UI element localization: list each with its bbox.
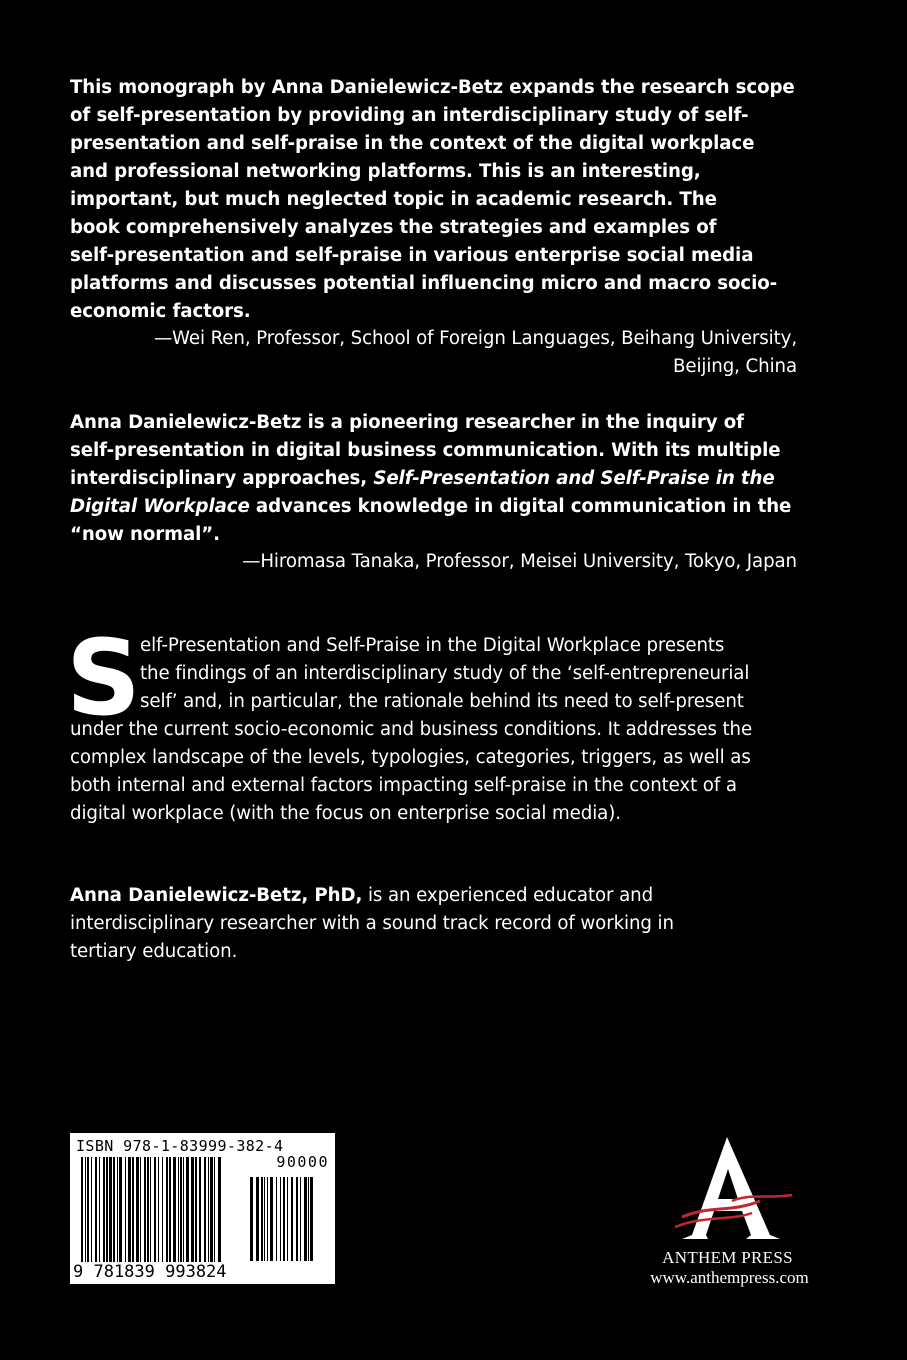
- endorsement-line: platforms and discusses potential influencing micro and macro socio-: [70, 273, 778, 294]
- barcode-bar: [283, 1177, 285, 1261]
- barcode-bar: [276, 1177, 277, 1261]
- endorsement-line: Anna Danielewicz-Betz is a pioneering researcher in the inquiry of: [70, 412, 744, 433]
- endorsement-line: economic factors.: [70, 301, 251, 322]
- description-line: under the current socio-economic and business conditions. It addresses the: [70, 719, 753, 740]
- bio-line: [70, 882, 653, 910]
- isbn-text: ISBN 978-1-83999-382-4: [76, 1137, 284, 1155]
- barcode-bar: [95, 1157, 97, 1278]
- barcode-bar: [169, 1157, 171, 1278]
- endorsement-line: of self-presentation by providing an interdisciplinary study of self-: [70, 105, 749, 126]
- endorsement-line: and professional networking platforms. This is an interesting,: [70, 161, 701, 182]
- text: interdisciplinary approaches,: [70, 468, 374, 489]
- barcode-bar: [136, 1157, 139, 1278]
- description-line: elf-Presentation and Self-Praise in the Digital Workplace presents: [140, 635, 725, 656]
- book-title: Digital Workplace: [70, 496, 250, 517]
- barcode-bar: [99, 1157, 100, 1278]
- publisher-url[interactable]: www.anthempress.com: [650, 1268, 809, 1287]
- endorsement-line: book comprehensively analyzes the strategies and examples of: [70, 217, 717, 238]
- description-line: both internal and external factors impacting self-praise in the context of a: [70, 775, 737, 796]
- ean-number: 9 781839 993824: [73, 1262, 227, 1282]
- isbn-barcode: [70, 1133, 335, 1284]
- description-line: digital workplace (with the focus on enterprise social media).: [70, 803, 621, 824]
- barcode-bar: [147, 1157, 149, 1278]
- endorsement-line: important, but much neglected topic in academic research. The: [70, 189, 717, 210]
- barcode-bar: [304, 1177, 307, 1261]
- barcode-bar: [308, 1177, 309, 1261]
- barcode-bar: [310, 1177, 313, 1261]
- barcode-bar: [119, 1157, 122, 1278]
- description-line: self’ and, in particular, the rationale behind its need to self-present: [140, 691, 744, 712]
- barcode-bar: [291, 1177, 293, 1261]
- barcode-bar: [144, 1157, 146, 1278]
- description-line: complex landscape of the levels, typologies, categories, triggers, as well as: [70, 747, 751, 768]
- publisher-logo: [620, 1135, 835, 1287]
- barcode-bar: [85, 1157, 86, 1278]
- barcode-bar: [109, 1157, 112, 1278]
- barcode-bar: [113, 1157, 115, 1278]
- barcode-bar: [256, 1177, 259, 1261]
- endorsement-attribution: —Wei Ren, Professor, School of Foreign Languages, Beihang University,: [153, 328, 797, 349]
- barcode-bar: [199, 1157, 201, 1278]
- barcode-bar: [214, 1157, 215, 1278]
- barcode-bar: [150, 1157, 151, 1278]
- barcode-bar: [250, 1177, 253, 1261]
- barcode-bar: [128, 1157, 131, 1278]
- barcode-bar: [140, 1157, 141, 1278]
- barcode-bar: [173, 1157, 176, 1278]
- endorsement-attribution: Beijing, China: [672, 356, 797, 377]
- barcode-bar: [183, 1157, 184, 1278]
- endorsement-attribution: —Hiromasa Tanaka, Professor, Meisei University, Tokyo, Japan: [242, 551, 797, 572]
- barcode-bar: [204, 1157, 206, 1278]
- barcode-bar: [154, 1157, 156, 1278]
- barcode-bar: [261, 1177, 263, 1261]
- barcode-bar: [296, 1177, 298, 1261]
- barcode-bar: [300, 1177, 301, 1261]
- author-name: Anna Danielewicz-Betz, PhD,: [70, 885, 363, 906]
- barcode-bar: [166, 1157, 168, 1278]
- barcode-bar: [267, 1177, 268, 1261]
- barcode-bar: [191, 1157, 194, 1278]
- text: is an experienced educator and: [362, 885, 654, 906]
- barcode-bar: [210, 1157, 213, 1278]
- barcode-bar: [117, 1157, 118, 1278]
- description-line: the findings of an interdisciplinary study of the ‘self-entrepreneurial: [140, 663, 750, 684]
- barcode-bar: [103, 1157, 105, 1278]
- barcode-bar: [186, 1157, 189, 1278]
- barcode-bar: [132, 1157, 134, 1278]
- anthem-a-logo-icon: [620, 1135, 835, 1247]
- barcode-bar: [264, 1177, 265, 1261]
- barcode-bar: [178, 1157, 179, 1278]
- book-title: Self-Presentation and Self-Praise in the: [373, 468, 775, 489]
- bio-line: tertiary education.: [70, 941, 238, 962]
- barcode-bar: [270, 1177, 273, 1261]
- endorsement-line: [70, 465, 775, 493]
- barcode-bar: [87, 1157, 89, 1278]
- endorsement-line: [70, 493, 791, 521]
- bio-line: interdisciplinary researcher with a sound track record of working in: [70, 913, 674, 934]
- endorsement-line: presentation and self-praise in the context of the digital workplace: [70, 133, 755, 154]
- price-addon: 90000: [276, 1153, 329, 1171]
- barcode-bar: [280, 1177, 281, 1261]
- barcode-bar: [195, 1157, 197, 1278]
- barcode-bar: [125, 1157, 126, 1278]
- endorsement-line: “now normal”.: [70, 524, 220, 545]
- barcode-bar: [208, 1157, 209, 1278]
- endorsement-line: This monograph by Anna Danielewicz-Betz expands the research scope: [70, 77, 795, 98]
- barcode-bar: [180, 1157, 182, 1278]
- barcode-bar: [106, 1157, 108, 1278]
- barcode-bar: [162, 1157, 163, 1278]
- text: advances knowledge in digital communication in the: [249, 496, 792, 517]
- publisher-name: ANTHEM PRESS: [662, 1248, 793, 1267]
- endorsement-line: self-presentation and self-praise in various enterprise social media: [70, 245, 754, 266]
- drop-cap: S: [66, 617, 141, 739]
- barcode-bar: [158, 1157, 159, 1278]
- barcode-bar: [91, 1157, 92, 1278]
- endorsement-line: self-presentation in digital business communication. With its multiple: [70, 440, 781, 461]
- barcode-bar: [287, 1177, 288, 1261]
- barcode-bar: [218, 1157, 221, 1278]
- barcode-bar: [81, 1157, 83, 1278]
